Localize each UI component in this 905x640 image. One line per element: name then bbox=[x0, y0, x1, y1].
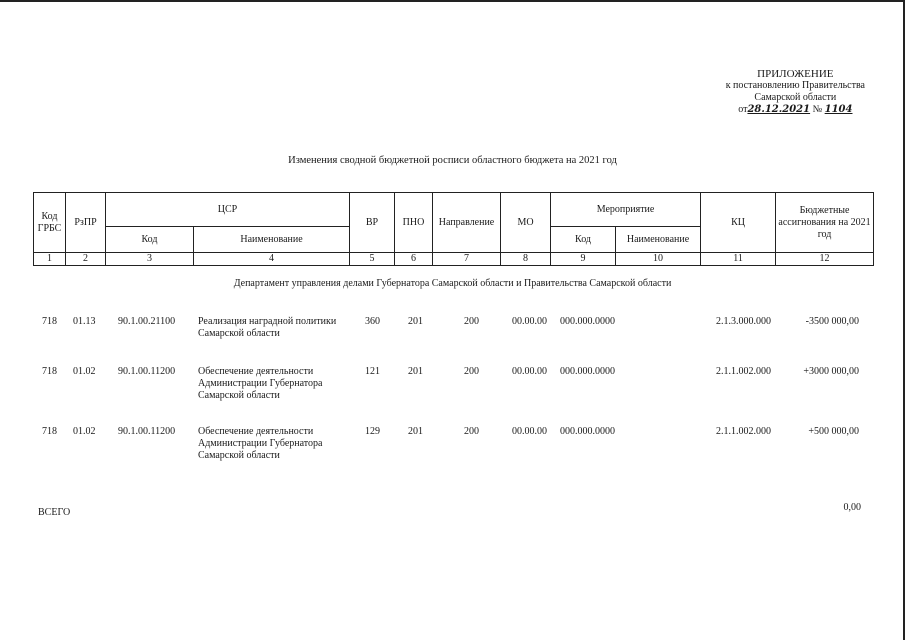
appendix-line3: Самарской области bbox=[754, 92, 837, 103]
header-table bbox=[33, 192, 874, 266]
cell-grbs: 718 bbox=[42, 366, 57, 377]
col-number: 6 bbox=[395, 253, 433, 266]
col-number: 2 bbox=[66, 253, 106, 266]
cell-name: Обеспечение деятельности Администрации Губернатора Самарской области bbox=[198, 426, 323, 461]
cell-csr: 90.1.00.21100 bbox=[118, 316, 176, 327]
cell-mer-kod: 000.000.0000 bbox=[560, 316, 615, 327]
header-meropriyatie: Мероприятие bbox=[551, 193, 701, 227]
total-value: 0,00 bbox=[843, 502, 861, 513]
cell-pno: 201 bbox=[408, 316, 423, 327]
cell-amount: -3500 000,00 bbox=[805, 316, 859, 327]
department-heading: Департамент управления делами Губернатора Самарской области и Правительства Самарской области bbox=[233, 278, 672, 289]
table-row bbox=[0, 316, 905, 366]
header-rzpr: РзПР bbox=[66, 193, 106, 253]
header-mer-name: Наименование bbox=[616, 227, 701, 253]
cell-rzpr: 01.13 bbox=[73, 316, 96, 327]
appendix-date-line bbox=[726, 104, 865, 116]
header-kod-grbs: Код ГРБС bbox=[34, 193, 66, 253]
header-csr-name: Наименование bbox=[194, 227, 350, 253]
cell-kc: 2.1.1.002.000 bbox=[716, 426, 771, 437]
col-number: 11 bbox=[701, 253, 776, 266]
cell-mo: 00.00.00 bbox=[512, 366, 547, 377]
header-budget: Бюджетные ассигнования на 2021 год bbox=[776, 193, 874, 253]
cell-kc: 2.1.1.002.000 bbox=[716, 366, 771, 377]
cell-mer-kod: 000.000.0000 bbox=[560, 426, 615, 437]
number-prefix: № bbox=[812, 104, 823, 115]
header-pno: ПНО bbox=[395, 193, 433, 253]
cell-napr: 200 bbox=[464, 316, 479, 327]
col-number: 4 bbox=[194, 253, 350, 266]
col-number: 9 bbox=[551, 253, 616, 266]
cell-mer-kod: 000.000.0000 bbox=[560, 366, 615, 377]
handwritten-number: 1104 bbox=[824, 104, 853, 115]
header-mo: МО bbox=[501, 193, 551, 253]
col-number: 7 bbox=[433, 253, 501, 266]
header-mer-kod: Код bbox=[551, 227, 616, 253]
cell-vr: 360 bbox=[365, 316, 380, 327]
col-number: 1 bbox=[34, 253, 66, 266]
cell-kc: 2.1.3.000.000 bbox=[716, 316, 771, 327]
table-row bbox=[0, 366, 905, 416]
col-number: 12 bbox=[776, 253, 874, 266]
header-kc: КЦ bbox=[701, 193, 776, 253]
cell-amount: +500 000,00 bbox=[808, 426, 859, 437]
cell-pno: 201 bbox=[408, 426, 423, 437]
page-border-top bbox=[0, 0, 905, 2]
cell-name: Обеспечение деятельности Администрации Губернатора Самарской области bbox=[198, 366, 323, 401]
cell-napr: 200 bbox=[464, 426, 479, 437]
header-csr: ЦСР bbox=[106, 193, 350, 227]
appendix-block bbox=[726, 68, 865, 116]
cell-mo: 00.00.00 bbox=[512, 426, 547, 437]
header-vr: ВР bbox=[350, 193, 395, 253]
cell-grbs: 718 bbox=[42, 426, 57, 437]
cell-vr: 121 bbox=[365, 366, 380, 377]
cell-napr: 200 bbox=[464, 366, 479, 377]
col-number: 3 bbox=[106, 253, 194, 266]
cell-rzpr: 01.02 bbox=[73, 366, 96, 377]
header-csr-kod: Код bbox=[106, 227, 194, 253]
cell-grbs: 718 bbox=[42, 316, 57, 327]
cell-name: Реализация наградной политики Самарской области bbox=[198, 316, 337, 339]
cell-mo: 00.00.00 bbox=[512, 316, 547, 327]
date-prefix: от bbox=[738, 104, 748, 115]
appendix-line2: к постановлению Правительства bbox=[725, 80, 865, 91]
col-number: 8 bbox=[501, 253, 551, 266]
cell-pno: 201 bbox=[408, 366, 423, 377]
cell-csr: 90.1.00.11200 bbox=[118, 426, 176, 437]
cell-csr: 90.1.00.11200 bbox=[118, 366, 176, 377]
header-napravlenie: Направление bbox=[433, 193, 501, 253]
cell-vr: 129 bbox=[365, 426, 380, 437]
document-title: Изменения сводной бюджетной росписи областного бюджета на 2021 год bbox=[288, 155, 617, 166]
col-number: 5 bbox=[350, 253, 395, 266]
table-row bbox=[0, 426, 905, 476]
appendix-title: ПРИЛОЖЕНИЕ bbox=[757, 68, 834, 80]
handwritten-date: 28.12.2021 bbox=[747, 104, 811, 115]
cell-amount: +3000 000,00 bbox=[803, 366, 859, 377]
total-label: ВСЕГО bbox=[38, 507, 71, 518]
cell-rzpr: 01.02 bbox=[73, 426, 96, 437]
col-number: 10 bbox=[616, 253, 701, 266]
